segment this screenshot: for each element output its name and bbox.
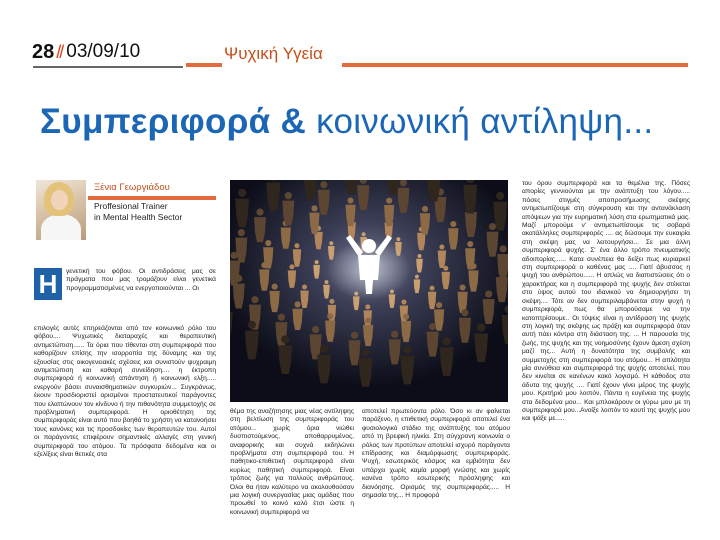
author-name: Ξένια Γεωργιάδου — [94, 182, 170, 193]
author-role-line1: Proffesional Trainer — [94, 201, 168, 211]
header-rule-accent — [186, 63, 222, 67]
article-title-bold: Συμπεριφορά & — [40, 102, 307, 141]
header-separator: // — [56, 41, 63, 62]
body-text-column-3: αποτελεί πρωτεύοντα ρόλο. Όσο κι αν φαίνεται παράξενο, η επιθετική συμπεριφορά αποτελεί ένα φυσιολογικό στάδιο της ανάπτυξης του ατόμου από τη βρεφική ηλικία. Στη σύγχρονη κοινωνία ο ρόλος των προτύπων αποτελεί ισχυρό παράγοντα επίδρασης και διαμόρφωσης συμπεριφοράς. Ψυχή, εσωτερικός κόσμος και εμβιότητα δεν υπάρχει χωρίς καμία μορφή γνώσης και χωρίς κανένα τρόπο εσωτερικής πρόσληψης και διανόησης. Ορισμός της συμπεριφοράς..... Η σημασία της... Η προφορά — [362, 408, 510, 500]
body-text-column-1: επιλογές αυτές επηρεάζονται από τον κοινωνικό ρόλο του φόβου.... Ψυχωτικές διαταραχές και θεραπευτική αντιμετώπιση...... Τα όρια που τίθενται στη συμπεριφορά που καθορίζουν επίσης την ισορροπία της δύναμης και της εξουσίας στις οικογενειακές σχέσεις και συνιστούν ψυχραιμη αντιμετώπιση και καθαρή συνείδηση.... η έκτροπη συμπεριφορά ή κοινωνική απάντηση ή κοινωνική ελξη..... ενεργούν βάσει συναισθηματικών συγκυριών... Συγκράνως, έκουν προσδιοριστεί ορισμένοι προστατευτικοί παράγοντες που ελαττώνουν τον κίνδυνο ή την πιθανότητα συμμετοχής σε προβληματική συμπεριφορά. Η οριοθέτηση της συμπεριφοράς είναι αυτό που βοηθά το χρήστη να κατανοήσει τους κανόνες και τις προσδοκίες των θεραπευτών του. Αυτοί οι παράγοντες επιφέρουν σημαντικές αλλαγές στη γενική συμπεριφορά του ατόμου. Τα πρόσφατα δεδομένα και οι εξελίξεις είναι θετικές στα — [34, 325, 216, 459]
body-text-column-1-intro: γενετική του φόβου. Οι αντιδράσεις μας σε πράγματα που μας τρομάζουν είναι γενετικά προγραμματισμένες να ενεργοποιούνται ... Οι — [66, 268, 216, 292]
drop-cap: Η — [34, 268, 62, 300]
author-photo — [36, 180, 86, 240]
body-text-column-2: θέμα της αναζήτησης μιας νέας αντίληψης στη βελτίωση της συμπεριφοράς του ατόμου... χωρίς όρια νιώθει δυσπιστούμενος, αποθαρρυμένος, αναφορικής και συχνά εκδηλώνει προβλήματα στη συμπεριφορά του. Η παθητικο-επιθετική συμπεριφορά είναι κυρίως παθητική συμπεριφορά. Είναι τρόπος ζωής για πολλούς ανθρώπους. Όλοι θα ήταν καλύτερο να ακολουθούσαν μια λογική συνεργασίας μιας ομάδας που προωθεί το κοινό καλό έτσι ώστε η κοινωνική συμπεριφορά να — [230, 408, 354, 516]
issue-date: 03/09/10 — [66, 41, 141, 62]
crowd-illustration — [230, 180, 508, 402]
body-text-column-4: του όρου συμπεριφορά και τα θεμέλια της. Πόσες απορίες γεννιούνται με την ανάπτυξη του λόγου..... πόσες στιγμές αποπροσήμωσης σκέψης αντιμετωπίζουμε στη σύγκρουση και την αντανάκλαση απόψεων για την ευρηματική λύση στα ερωτηματικά μας. Μαζί μπορούμε ν' αντιμετωπίσουμε τις σοβαρά ακατάλληλες συμπεριφορές .... ας δώσουμε την ευκαιρία στη σκέψη μας να λειτουργήσει... Σε μια άλλη συμπεριφορά ψυχής. Σ' ένα άλλο τρόπο πνευματικής αδοιπορίας...... Κατα συνέπεια θα δείξει πως κυριαρκεί στη συμπεριφορά ο καθένας μας .... Γιατί άβυσσος η ψυχή του ανθρώπου...... Η απλώς να διαπιστώσεις ότι ο χαρακτήρας και η συμπεριφορά της ψυχής δεν στέκεται στο ύψος αυτού του ιδανικού να δημιουργήσει τη σκέψη.... Τότε αν δεν συμπεριλαμβάνεται στην ψυχή η συμπεριφορά, πως θα μπορούσαμε να την κατοπτρίσουμε.. Οι τύψεις είναι η αντίδραση της ψυχής στη λογική της σκέψης ως πράξη και συμπεριφορά όταν αυτή πάει κόντρα στη διάσταση της. ... Η παρουσία της ζωής, της ψυχής και της νοημοσύνης έχουν άμεση σχέση μαζί της... Αυτή η δυνατότητα της συμβολής και συμμετοχής στη συμπεριφορά του ατόμου... Η απλότητα μία συνύθεια και συμπεριφορά της ψυχής αποτελεί, που δεν κινείται σε κανένων κακό λογισμό. Η κάθοδος στα άδυτα της ψυχής .... Γιατί έχουν γίνει μέρος της ψυχής μου. Κριτήριό μου λοιπόν, Πάντα η ευγένεια της ψυχής στα δεδομένα μου... Και μπλοκάρουν οι γύρω μου με τη συμπεριφορά μου...Ανοίξε λοιπόν το κουτί της ψυχής μου και ψάξε με..... — [522, 180, 690, 423]
header-rule-left — [33, 66, 183, 68]
article-title-light: κοινωνική αντίληψη... — [316, 102, 654, 141]
section-name: Ψυχική Υγεία — [224, 44, 323, 63]
header-rule-right — [342, 63, 688, 67]
page-number: 28 — [32, 40, 55, 63]
author-accent-bar — [88, 196, 216, 200]
page-header — [32, 40, 140, 64]
author-role-line2: in Mental Health Sector — [94, 212, 183, 222]
author-role — [94, 201, 182, 223]
article-title — [40, 102, 653, 142]
